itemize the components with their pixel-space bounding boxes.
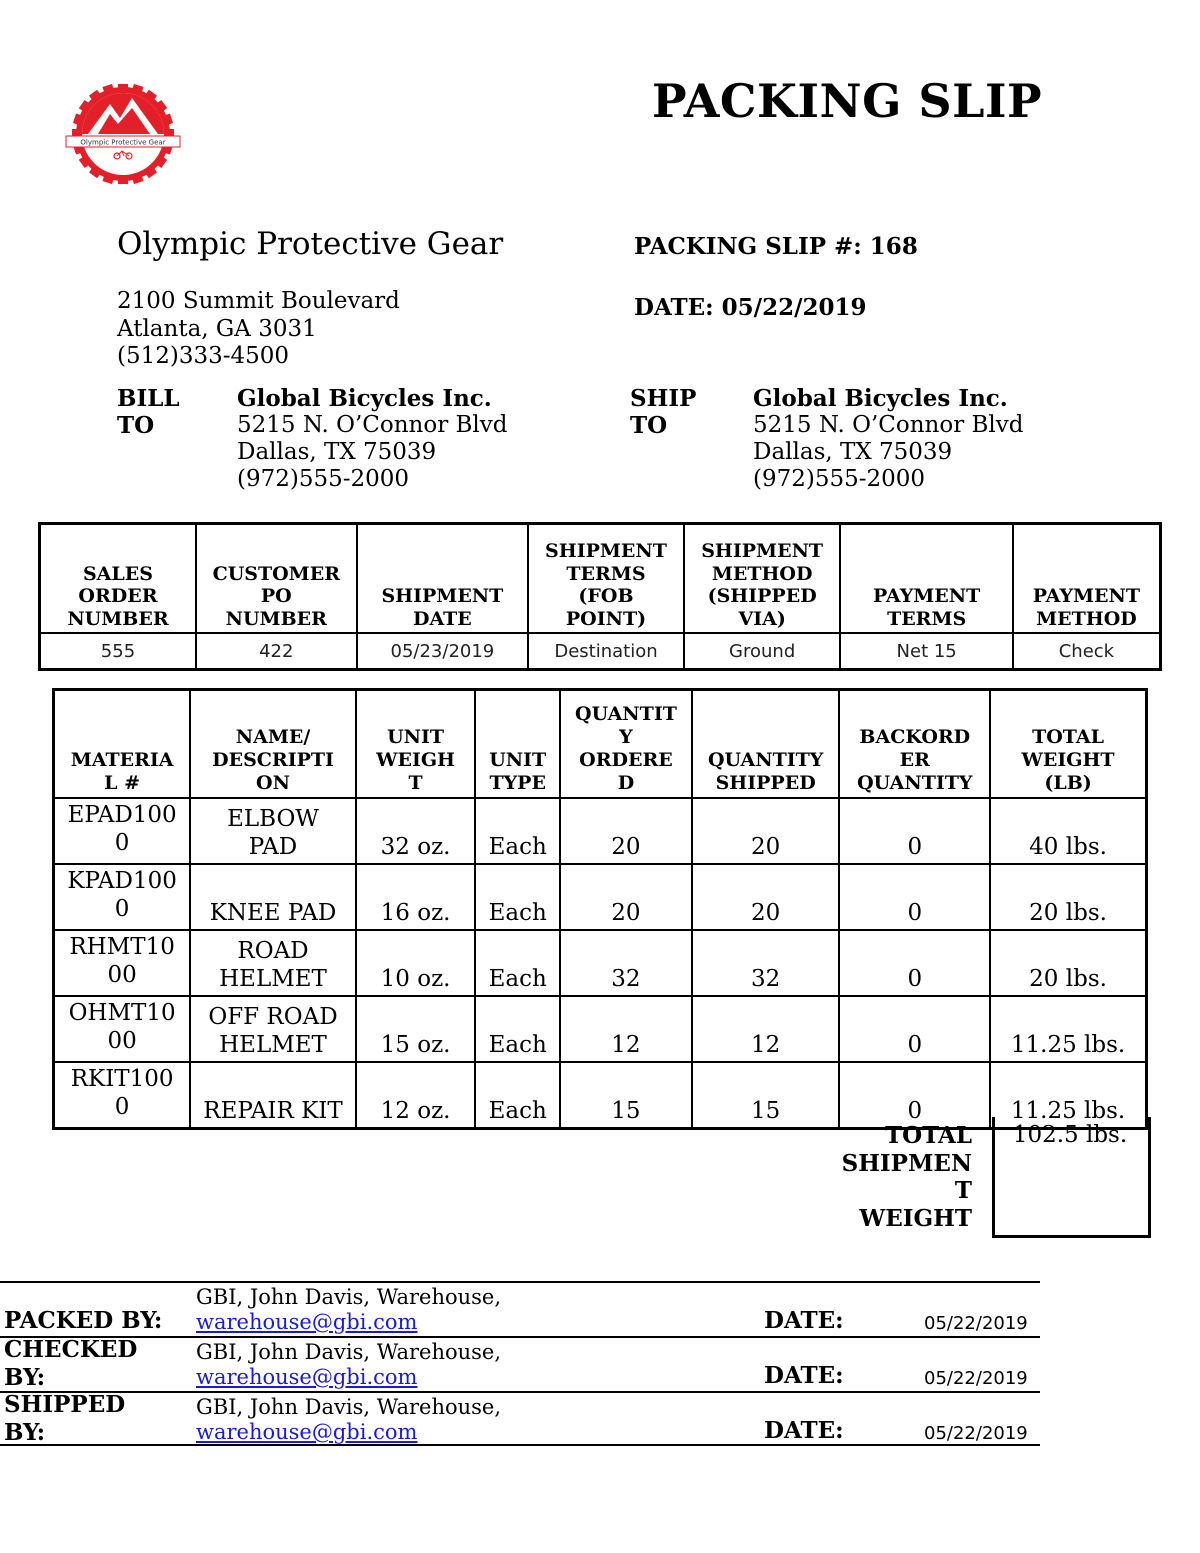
line-item-cell	[190, 996, 356, 1062]
line: WEIGHT	[1021, 749, 1115, 771]
signoff-person	[196, 1340, 501, 1390]
line-items-header-row	[54, 690, 1147, 799]
order-info-header-row	[40, 524, 1161, 634]
signoff-person-text: GBI, John Davis, Warehouse,	[196, 1395, 502, 1419]
line: CHECKED	[4, 1336, 138, 1363]
line: TYPE	[489, 772, 546, 794]
packing-slip-date: DATE: 05/22/2019	[634, 294, 867, 321]
line: TERMS	[566, 562, 646, 585]
line: KPAD100	[67, 868, 177, 894]
line: EPAD100	[67, 802, 177, 828]
line: OFF ROAD	[208, 1004, 338, 1030]
line: VIA)	[738, 607, 786, 630]
bill-to-street: 5215 N. O’Connor Blvd	[237, 412, 508, 438]
line: 0	[114, 1094, 130, 1120]
order-info-value-cell: 05/23/2019	[357, 633, 529, 670]
seller-city: Atlanta, GA 3031	[117, 315, 317, 342]
bill-to-city: Dallas, TX 75039	[237, 439, 437, 465]
line: PACKED BY:	[4, 1307, 163, 1334]
line-item-cell: 12 oz.	[356, 1062, 476, 1129]
line-item-cell	[54, 864, 191, 930]
order-info-header-cell	[357, 524, 529, 634]
line-item-cell	[54, 798, 191, 864]
document-title: PACKING SLIP	[652, 74, 1043, 128]
line-items-header-cell	[692, 690, 840, 799]
line-item-cell: 12	[692, 996, 840, 1062]
line: BY:	[4, 1364, 46, 1391]
company-logo	[58, 84, 188, 184]
line: TERMS	[887, 607, 967, 630]
line-items-header-cell	[990, 690, 1146, 799]
order-info-header-cell	[840, 524, 1012, 634]
line-items-header-cell	[475, 690, 560, 799]
signoff-date-label: DATE:	[764, 1307, 844, 1334]
signoff-row	[0, 1391, 1040, 1446]
line: NAME/	[235, 726, 311, 748]
line-item-cell	[190, 798, 356, 864]
line: ORDER	[78, 585, 158, 607]
line-items-header-cell	[560, 690, 692, 799]
order-info-value-row	[40, 633, 1161, 670]
line: PAD	[248, 834, 298, 860]
line-items-header-cell	[356, 690, 476, 799]
signoff-email-link[interactable]: warehouse@gbi.com	[196, 1420, 418, 1444]
bill-to-name: Global Bicycles Inc.	[237, 385, 492, 412]
line: QUANTITY	[857, 772, 973, 794]
line-item-cell: 11.25 lbs.	[990, 996, 1146, 1062]
line: T	[954, 1177, 972, 1204]
line-items-header-cell	[839, 690, 990, 799]
line: L #	[104, 772, 141, 794]
line-items-header-cell	[190, 690, 356, 799]
line-items-body	[54, 798, 1147, 1129]
line: SHIPMENT	[701, 540, 824, 562]
line: NUMBER	[67, 607, 169, 630]
line-item-cell: 15	[692, 1062, 840, 1129]
line: 00	[107, 962, 137, 988]
line: SHIPPED	[715, 772, 816, 794]
line-item-cell	[190, 930, 356, 996]
mountain-bike-gear-logo-icon	[58, 84, 188, 184]
line: MATERIA	[70, 749, 174, 771]
signoff-date-value: 05/22/2019	[924, 1423, 1028, 1444]
line-item-cell	[54, 930, 191, 996]
line-item-cell: 20 lbs.	[990, 930, 1146, 996]
table-row	[54, 996, 1147, 1062]
line: HELMET	[219, 1032, 327, 1058]
signoff-date-value: 05/22/2019	[924, 1313, 1028, 1334]
signoff-person-text: GBI, John Davis, Warehouse,	[196, 1340, 502, 1364]
line-item-cell: 20	[560, 798, 692, 864]
line: DATE	[412, 607, 472, 630]
line-item-cell: 32	[692, 930, 840, 996]
line-item-cell: 11.25 lbs.	[990, 1062, 1146, 1129]
svg-text:Olympic Protective Gear: Olympic Protective Gear	[80, 138, 166, 147]
line: SHIPPED	[4, 1391, 126, 1418]
line-item-cell: Each	[475, 864, 560, 930]
table-row	[54, 798, 1147, 864]
line: DESCRIPTI	[212, 749, 334, 771]
total-shipment-weight-value: 102.5 lbs.	[1012, 1122, 1128, 1148]
line-item-cell: 0	[839, 798, 990, 864]
signoff-person-text: GBI, John Davis, Warehouse,	[196, 1285, 502, 1309]
table-row	[54, 930, 1147, 996]
line-item-cell	[190, 864, 356, 930]
line-items-header-cell	[54, 690, 191, 799]
line: ROAD	[237, 938, 309, 964]
line-item-cell: 12	[560, 996, 692, 1062]
line: 00	[107, 1028, 137, 1054]
order-info-header-cell	[40, 524, 196, 634]
bill-to-phone: (972)555-2000	[237, 466, 410, 492]
line-item-cell	[54, 1062, 191, 1129]
line: SHIPMENT	[381, 585, 504, 607]
order-info-value-cell: Ground	[684, 633, 841, 670]
signoff-role-label	[4, 1336, 137, 1392]
line: METHOD	[1036, 607, 1137, 630]
line: ER	[899, 749, 930, 771]
line-item-cell: 20 lbs.	[990, 864, 1146, 930]
signoff-email-link[interactable]: warehouse@gbi.com	[196, 1365, 418, 1389]
ship-to-street: 5215 N. O’Connor Blvd	[753, 412, 1024, 438]
signoff-person	[196, 1395, 501, 1445]
table-row	[54, 864, 1147, 930]
table-row	[54, 1062, 1147, 1129]
order-info-value-cell: 555	[40, 633, 196, 670]
line: NUMBER	[225, 607, 327, 630]
line: ORDERE	[579, 749, 673, 771]
line: QUANTIT	[575, 703, 677, 725]
line-item-cell: 32	[560, 930, 692, 996]
signoff-date-label: DATE:	[764, 1362, 844, 1389]
signoff-email-link[interactable]: warehouse@gbi.com	[196, 1310, 418, 1334]
signoff-role-label	[4, 1391, 125, 1447]
ship-to-city: Dallas, TX 75039	[753, 439, 953, 465]
order-info-header-cell	[1013, 524, 1161, 634]
signoff-bottom-rule	[0, 1444, 1040, 1446]
line: ON	[256, 772, 290, 794]
line: T	[408, 772, 423, 794]
order-info-header-cell	[196, 524, 357, 634]
seller-address	[117, 288, 400, 371]
line: PAYMENT	[873, 585, 981, 607]
line-item-cell	[190, 1062, 356, 1129]
line: (FOB	[578, 585, 634, 607]
line-item-cell: Each	[475, 996, 560, 1062]
line-item-cell: Each	[475, 798, 560, 864]
order-info-value-cell: 422	[196, 633, 357, 670]
order-info-header-cell	[684, 524, 841, 634]
packing-slip-number: PACKING SLIP #: 168	[634, 233, 918, 260]
line-item-cell: 20	[560, 864, 692, 930]
line: RHMT10	[69, 934, 175, 960]
line: PO	[260, 585, 292, 607]
line-item-cell: 20	[692, 864, 840, 930]
line: WEIGH	[376, 749, 456, 771]
line-item-cell: 0	[839, 996, 990, 1062]
line: BACKORD	[859, 726, 971, 748]
order-info-value-cell: Net 15	[840, 633, 1012, 670]
line-item-cell: 15 oz.	[356, 996, 476, 1062]
ship-to-name: Global Bicycles Inc.	[753, 385, 1008, 412]
line-items-table	[52, 688, 1148, 1130]
order-info-value-cell: Check	[1013, 633, 1161, 670]
line: ELBOW	[227, 806, 319, 832]
seller-name: Olympic Protective Gear	[117, 226, 504, 262]
line-item-cell: 40 lbs.	[990, 798, 1146, 864]
line-item-cell: 0	[839, 930, 990, 996]
line: OHMT10	[68, 1000, 176, 1026]
signoff-row	[0, 1336, 1040, 1391]
line: WEIGHT	[859, 1204, 972, 1232]
bill-to-address	[237, 385, 508, 493]
line: PAYMENT	[1032, 585, 1141, 607]
order-info-value-cell: Destination	[528, 633, 684, 670]
line: D	[617, 772, 635, 794]
line-item-cell: 0	[839, 1062, 990, 1129]
total-shipment-weight-label	[820, 1122, 972, 1232]
line: RKIT100	[70, 1066, 174, 1092]
line-item-cell: 20	[692, 798, 840, 864]
line-item-cell: 10 oz.	[356, 930, 476, 996]
order-info-table	[38, 522, 1162, 671]
line-item-cell: 0	[839, 864, 990, 930]
line-item-cell: Each	[475, 1062, 560, 1129]
line: Y	[619, 726, 633, 748]
signoff-row	[0, 1281, 1040, 1336]
line: METHOD	[711, 562, 813, 585]
ship-to-label: SHIP TO	[630, 385, 697, 439]
line: SHIPMENT	[545, 540, 667, 562]
line: TOTAL	[1032, 726, 1104, 748]
line: (SHIPPED	[707, 585, 817, 607]
line-item-cell: 15	[560, 1062, 692, 1129]
seller-phone: (512)333-4500	[117, 343, 290, 369]
signoff-date-label: DATE:	[764, 1417, 844, 1444]
line: TOTAL	[884, 1122, 972, 1149]
line: QUANTITY	[707, 749, 824, 771]
line: CUSTOMER	[212, 562, 340, 585]
line: SALES	[82, 562, 153, 585]
line: POINT)	[565, 607, 647, 630]
line: BY:	[4, 1419, 46, 1446]
line: SHIPMEN	[841, 1149, 972, 1177]
line: (LB)	[1044, 772, 1092, 794]
line: 0	[114, 896, 130, 922]
line-item-cell: 32 oz.	[356, 798, 476, 864]
line: REPAIR KIT	[203, 1098, 343, 1124]
ship-to-address	[753, 385, 1024, 493]
line: 0	[114, 830, 130, 856]
line: KNEE PAD	[209, 900, 337, 926]
line: UNIT	[489, 749, 547, 771]
ship-to-phone: (972)555-2000	[753, 466, 926, 492]
line: HELMET	[219, 966, 327, 992]
order-info-header-cell	[528, 524, 684, 634]
line: UNIT	[387, 726, 445, 748]
signoff-person	[196, 1285, 501, 1335]
signoff-date-value: 05/22/2019	[924, 1368, 1028, 1389]
bill-to-label: BILL TO	[117, 385, 180, 439]
line-item-cell: Each	[475, 930, 560, 996]
line-item-cell	[54, 996, 191, 1062]
signoff-role-label	[4, 1307, 162, 1335]
seller-street: 2100 Summit Boulevard	[117, 288, 400, 314]
line-item-cell: 16 oz.	[356, 864, 476, 930]
